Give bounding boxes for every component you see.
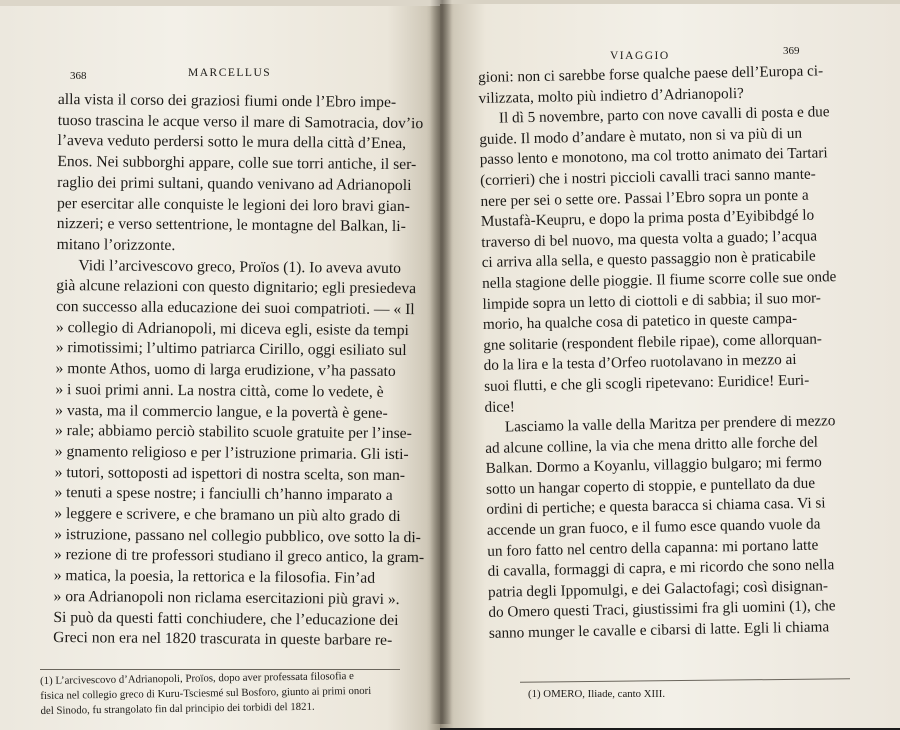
text-line: ad alcune colline, la via che mena dritto alle forche del: [485, 433, 819, 457]
text-line: » leggere e scrivere, e che bramano un più alto grado di: [54, 505, 401, 526]
page-number: 368: [70, 70, 87, 82]
text-line: Enos. Nei subborghi appare, colle sue torri antiche, il ser-: [57, 153, 417, 174]
text-line: » collegio di Adrianopoli, mi diceva egli, esiste da tempi: [55, 318, 409, 339]
text-line: alla vista il corso dei graziosi fiumi onde l’Ebro impe-: [57, 90, 397, 111]
text-line: » tenuti a spese nostre; i fanciulli ch’hanno imparato a: [54, 484, 393, 505]
text-line: » i suoi primi anni. La nostra città, come lo vedete, è: [55, 380, 384, 401]
text-line: già alcune relazioni con questo dignitario; egli presiedeva: [56, 277, 417, 298]
right-page: [440, 0, 900, 728]
text-line: mitano l’orizzonte.: [56, 235, 176, 254]
text-line: l’aveva veduto perdersi sotto le mura della città d’Enea,: [57, 132, 407, 153]
text-line: » matica, la poesia, la rettorica e la filosofia. Fin’ad: [53, 567, 376, 587]
text-line: Vidi l’arcivescovo greco, Proïos (1). Io aveva avuto: [78, 256, 402, 277]
text-line: per esercitar alle conquiste le legioni dei loro bravi gian-: [56, 194, 410, 215]
footnote-line: del Sinodo, fu strangolato fin dal principio dei torbidi del 1821.: [40, 700, 315, 717]
text-line: sanno munger le cavalle e cibarsi di latte. Egli li chiama: [488, 618, 830, 642]
text-line: ci arriva alla sella, e questo passaggio non è praticabile: [481, 247, 816, 272]
text-line: sotto un hangar coperto di stoppie, e puntellato da due: [485, 474, 816, 498]
text-line: ordini di pertiche; e questa baracca si chiama casa. Vi si: [486, 494, 826, 519]
text-line: Balkan. Dormo a Koyanlu, villaggio bulgaro; mi fermo: [485, 453, 822, 478]
text-line: do la lira e la testa d’Orfeo ruotolavano in mezzo ai: [483, 351, 797, 375]
text-line: morio, ha qualche cosa di patetico in queste campa-: [482, 310, 798, 334]
text-line: do Omero questi Traci, giustissimi fra gli uomini (1), che: [488, 597, 836, 622]
text-line: limpide sopra un letto di ciottoli e di sabbia; il suo mor-: [482, 288, 822, 313]
book-spine-shadow: [430, 0, 452, 724]
footnote: [528, 687, 665, 702]
text-line: Il dì 5 novembre, parto con nove cavalli di posta e due: [498, 103, 830, 127]
text-line: accende un gran fuoco, e il fumo esce quando vuole da: [486, 515, 821, 539]
text-line: » vasta, ma il commercio langue, e la povertà è gene-: [55, 401, 388, 422]
text-line: » ora Adrianopoli non riclama esercitazioni più gravi ».: [53, 587, 400, 608]
text-line: » istruzione, passano nel collegio pubblico, ove sotto la di-: [54, 525, 421, 546]
left-body-text: [53, 90, 425, 652]
text-line: » monte Athos, uomo di larga erudizione, v’ha passato: [55, 360, 396, 381]
text-line: Mustafà-Keupru, e dopo la prima posta d’Eyibibdgé lo: [480, 206, 815, 231]
footnote-line: fisica nel collegio greco di Kuru-Tsciesmé sul Bosforo, giunto ai primi onori: [40, 684, 372, 702]
footnote-rule: [520, 678, 850, 682]
text-line: suoi flutti, e che gli scogli ripetevano: Euridice! Euri-: [483, 371, 810, 395]
right-body-text: [478, 61, 849, 644]
page-number: 369: [783, 45, 800, 57]
text-line: nella stagione delle pioggie. Il fiume scorre colle sue onde: [481, 268, 837, 292]
text-line: nizzeri; e verso settentrione, le montagne del Balkan, li-: [56, 215, 406, 236]
text-line: » rezione di tre professori studiano il greco antico, la gram-: [53, 546, 425, 567]
footnote-line: (1) OMERO, Iliade, canto XIII.: [528, 688, 666, 700]
text-line: con successo alla educazione dei suoi compatrioti. — « Il: [56, 298, 415, 319]
text-line: dice!: [484, 397, 516, 416]
footnote-line: (1) L’arcivescovo d’Adrianopoli, Proïos, dopo aver professata filosofia e: [40, 670, 354, 687]
text-line: (corrieri) che i nostri piccioli cavalli traci sanno mante-: [479, 165, 816, 189]
running-head: MARCELLUS: [188, 67, 272, 79]
text-line: gne solitarie (respondent flebile ripae), come allorquan-: [483, 330, 823, 354]
left-page: [0, 0, 440, 730]
text-line: Si può da questi fatti conchiudere, che l’educazione dei: [53, 608, 399, 629]
text-line: Lasciamo la valle della Maritza per prendere di mezzo: [504, 412, 836, 436]
text-line: patria degli Ippomulgi, e dei Galactofagi; così disignan-: [487, 577, 829, 601]
text-line: gioni: non ci sarebbe forse qualche paese dell’Europa ci-: [478, 62, 824, 86]
text-line: guide. Il modo d’andare è mutato, non si va più di un: [479, 124, 803, 148]
text-line: traverso di bel nuovo, ma questa volta a guado; l’acqua: [481, 227, 818, 251]
text-line: » rale; abbiamo perciò stabilito scuole gratuite per l’inse-: [54, 422, 412, 443]
text-line: vilizzata, molto più indietro d’Adrianopoli?: [478, 84, 744, 107]
text-line: » tutori, sottoposti ad ispettori di nostra scelta, son man-: [54, 463, 406, 484]
text-line: nere per sei o sette ore. Passai l’Ebro sopra un ponte a: [480, 186, 809, 210]
text-line: Greci non era nel 1820 trascurata in queste barbare re-: [53, 629, 393, 650]
text-line: un foro fatto nel centro della capanna: mi portano latte: [487, 536, 819, 560]
text-line: passo lento e monotono, ma col trotto animato dei Tartari: [479, 144, 828, 169]
text-line: raglio dei primi sultani, quando venivano ad Adrianopoli: [57, 173, 412, 194]
text-line: di cavalla, formaggi di capra, e mi ricordo che sono nella: [487, 556, 835, 581]
footnote: [40, 669, 372, 719]
running-head: VIAGGIO: [610, 50, 670, 62]
text-line: tuoso trascina le acque verso il mare di Samotracia, dov’io: [57, 111, 424, 132]
text-line: » gnamento religioso e per l’istruzione primaria. Gli isti-: [54, 442, 409, 464]
text-line: » rimotissimi; l’ultimo patriarca Cirillo, oggi esiliato sul: [55, 339, 407, 360]
